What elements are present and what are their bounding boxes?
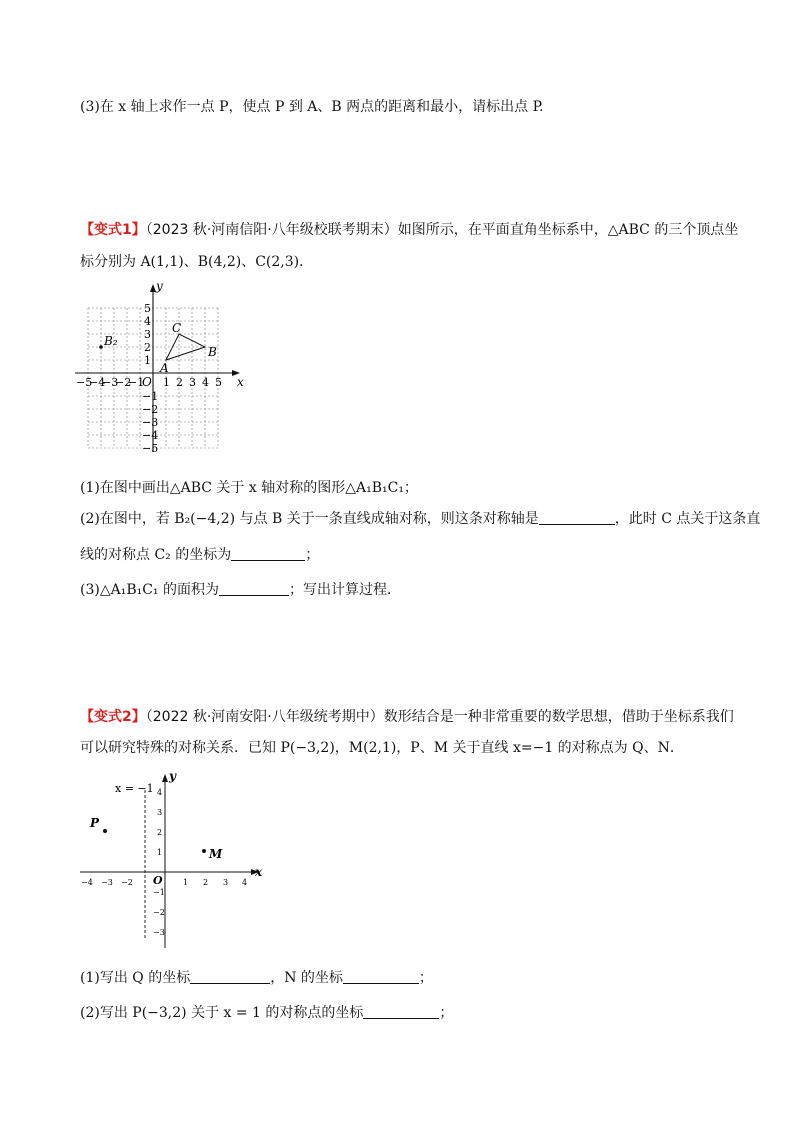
c2-coordinate-blank[interactable] bbox=[231, 546, 305, 561]
variant1-y-tick: −3 bbox=[142, 416, 159, 429]
variant1-stem-line1 bbox=[80, 220, 738, 240]
variant2-y-tick: −3 bbox=[153, 928, 165, 937]
variant2-y-axis-arrow bbox=[162, 774, 168, 782]
area-answer-blank[interactable] bbox=[219, 581, 289, 596]
variant2-y-ticks bbox=[153, 788, 165, 937]
variant2-y-tick: −1 bbox=[153, 888, 165, 897]
variant1-origin-label: O bbox=[142, 375, 152, 389]
variant2-x-label: x bbox=[255, 865, 263, 879]
point-m-label: M bbox=[209, 847, 223, 861]
variant1-x-tick: −5 bbox=[76, 376, 93, 389]
variant1-stem-line2 bbox=[80, 252, 313, 272]
variant1-q2-c: 线的对称点 C₂ 的坐标为 bbox=[80, 547, 232, 563]
point-m-dot bbox=[202, 849, 206, 853]
variant1-q2-b: ，此时 C 点关于这条直 bbox=[614, 511, 761, 527]
variant1-x-tick: −2 bbox=[115, 376, 132, 389]
variant1-x-tick: −4 bbox=[89, 376, 106, 389]
variant2-stem-2: 可以研究特殊的对称关系．已知 P(−3,2)，M(2,1)，P、M 关于直线 x=−1 的对称点为 Q、N． bbox=[80, 740, 684, 756]
variant1-q2-line2 bbox=[80, 545, 319, 565]
point-b2-label: B₂ bbox=[104, 334, 118, 348]
variant1-y-tick: 5 bbox=[144, 302, 151, 315]
variant1-x-label: x bbox=[237, 375, 244, 389]
variant1-q3-b: ；写出计算过程． bbox=[289, 582, 401, 598]
variant1-q1-line bbox=[80, 478, 418, 498]
variant1-y-tick: −5 bbox=[142, 442, 159, 455]
variant1-stem-1: 如图所示，在平面直角坐标系中，△ABC 的三个顶点坐 bbox=[397, 222, 739, 238]
variant2-q2-a: (2)写出 P(−3,2) 关于 x = 1 的对称点的坐标 bbox=[80, 1005, 364, 1021]
variant2-stem-line1 bbox=[80, 707, 734, 727]
variant1-stem-2: 标分别为 A(1,1)、B(4,2)、C(2,3)． bbox=[80, 254, 314, 270]
variant1-y-tick: −1 bbox=[142, 390, 159, 403]
variant2-x-tick: 1 bbox=[183, 878, 189, 887]
variant2-y-tick: 3 bbox=[157, 808, 163, 817]
variant2-stem-line2 bbox=[80, 738, 684, 758]
variant1-x-tick: 2 bbox=[176, 376, 183, 389]
variant2-y-tick: 4 bbox=[157, 788, 163, 797]
variant2-tag: 【变式2】 bbox=[80, 709, 146, 725]
variant1-x-tick: 4 bbox=[202, 376, 209, 389]
variant2-q1-a: (1)写出 Q 的坐标 bbox=[80, 970, 191, 986]
variant1-q1: (1)在图中画出△ABC 关于 x 轴对称的图形△A₁B₁C₁； bbox=[80, 480, 418, 496]
variant2-x-tick: −2 bbox=[121, 878, 133, 887]
variant2-y-tick: −2 bbox=[153, 908, 165, 917]
point-p-dot bbox=[103, 829, 107, 833]
variant2-q1-c: ； bbox=[418, 970, 433, 986]
variant1-x-tick: 1 bbox=[163, 376, 170, 389]
variant1-y-tick: 2 bbox=[144, 341, 151, 354]
q-coordinate-blank[interactable] bbox=[190, 969, 270, 984]
variant1-y-tick: 4 bbox=[144, 315, 151, 328]
variant2-x-tick: 4 bbox=[242, 878, 248, 887]
q3-top-line bbox=[80, 97, 544, 117]
axis-answer-blank[interactable] bbox=[539, 510, 615, 525]
variant2-x-ticks bbox=[81, 878, 247, 887]
variant1-q3-a: (3)△A₁B₁C₁ 的面积为 bbox=[80, 582, 219, 598]
variant1-q2-d: ； bbox=[305, 547, 320, 563]
variant2-x-tick: −4 bbox=[81, 878, 93, 887]
variant1-y-label: y bbox=[156, 279, 163, 293]
variant2-origin-label: O bbox=[153, 874, 163, 887]
variant1-coordinate-figure bbox=[70, 280, 255, 455]
variant2-y-tick: 1 bbox=[157, 848, 163, 857]
variant1-y-tick: 1 bbox=[144, 354, 151, 367]
p-reflection-blank[interactable] bbox=[363, 1004, 439, 1019]
variant2-q1-line bbox=[80, 968, 433, 988]
n-coordinate-blank[interactable] bbox=[343, 969, 419, 984]
variant1-y-tick: −2 bbox=[142, 403, 159, 416]
variant2-q1-b: ，N 的坐标 bbox=[270, 970, 343, 986]
variant1-x-tick: −1 bbox=[128, 376, 145, 389]
variant2-q2-line bbox=[80, 1003, 453, 1023]
variant1-x-tick: 5 bbox=[215, 376, 222, 389]
variant2-x-tick: 2 bbox=[203, 878, 209, 887]
variant2-q2-b: ； bbox=[439, 1005, 454, 1021]
variant2-y-label: y bbox=[169, 769, 176, 783]
variant2-stem-1: 数形结合是一种非常重要的数学思想，借助于坐标系我们 bbox=[383, 709, 734, 725]
point-a-label: A bbox=[160, 361, 169, 375]
line-x-neg1-label: x = −1 bbox=[115, 782, 154, 795]
point-b-label: B bbox=[208, 345, 217, 359]
variant1-tag: 【变式1】 bbox=[80, 222, 146, 238]
variant1-q2-a: (2)在图中，若 B₂(−4,2) 与点 B 关于一条直线成轴对称，则这条对称轴是 bbox=[80, 511, 539, 527]
variant1-source: （2023 秋·河南信阳·八年级校联考期末） bbox=[145, 222, 398, 238]
point-p-label: P bbox=[90, 816, 100, 830]
variant2-coordinate-figure bbox=[75, 770, 275, 955]
variant1-x-tick: −3 bbox=[102, 376, 119, 389]
variant2-x-tick: 3 bbox=[223, 878, 229, 887]
variant2-x-tick: −3 bbox=[101, 878, 113, 887]
variant2-source: （2022 秋·河南安阳·八年级统考期中） bbox=[145, 709, 384, 725]
variant1-q3-line bbox=[80, 580, 401, 600]
variant1-y-tick: 3 bbox=[144, 328, 151, 341]
variant1-y-tick: −4 bbox=[142, 429, 159, 442]
q3-top-text: (3)在 x 轴上求作一点 P，使点 P 到 A、B 两点的距离和最小，请标出点 P. bbox=[80, 99, 544, 115]
variant2-y-tick: 2 bbox=[157, 828, 163, 837]
point-c-label: C bbox=[172, 321, 182, 335]
variant1-x-tick: 3 bbox=[189, 376, 196, 389]
variant1-q2-line bbox=[80, 509, 760, 529]
point-b2-dot bbox=[99, 345, 103, 349]
